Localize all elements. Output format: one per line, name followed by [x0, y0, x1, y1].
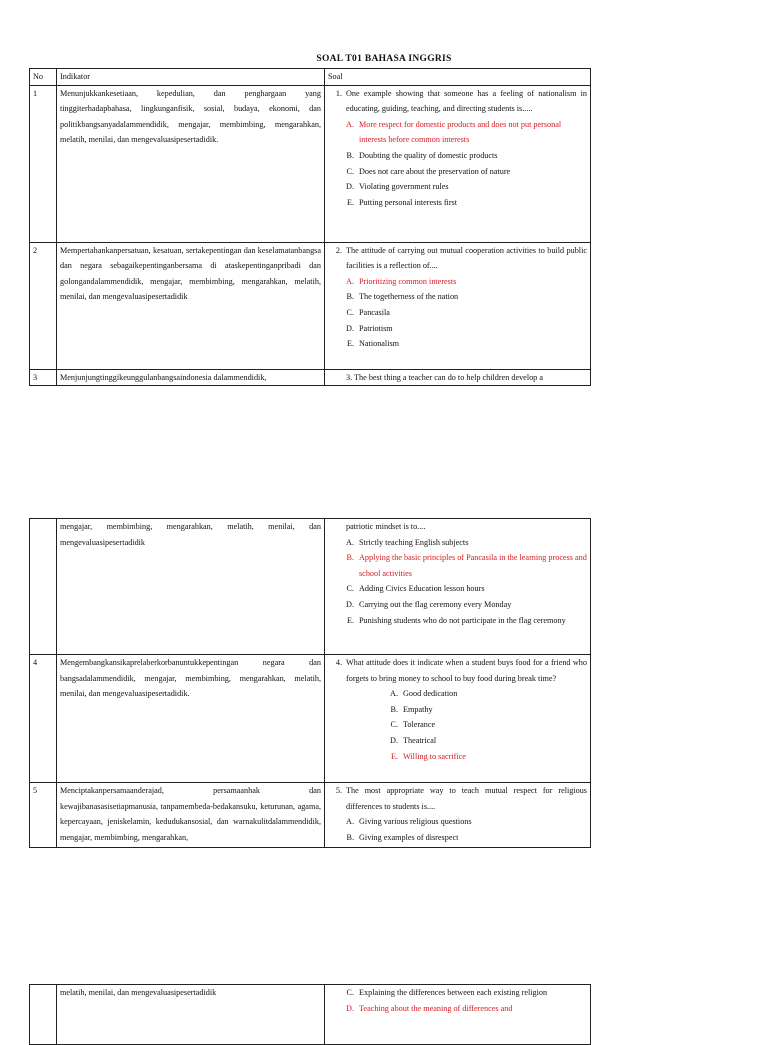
option-text: Strictly teaching English subjects [359, 537, 469, 547]
answer-options [328, 985, 587, 1016]
question-4 [328, 655, 587, 686]
indicator-text: Mengembangkansikaprelaberkorbanuntukkepentingan negara dan bangsadalammendidik, mengajar, membimbing, mengarahkan, melatih, menilai, dan mengevaluasipesertadidik. [57, 655, 325, 783]
table-header-row [30, 69, 591, 86]
option-c [328, 164, 587, 180]
option-text: More respect for domestic products and does not put personal interests before common interests [359, 119, 562, 145]
question-text: The most appropriate way to teach mutual respect for religious differences to students is.... [346, 786, 587, 811]
question-table-page-2 [29, 518, 591, 848]
document-title: SOAL T01 BAHASA INGGRIS [316, 54, 452, 64]
option-text: Patriotism [359, 323, 393, 333]
question-number: 4. [335, 658, 342, 667]
question-text [325, 369, 591, 386]
indicator-text: Mempertahankanpersatuan, kesatuan, sertakepentingan dan keselamatanbangsa dan negara sebagaikepentinganbersama di ataskepentinganpribadi dan golongandalammendidik, mengajar, membimbing, mengarahkan, melatih, menilai, dan mengevaluasipesertadidik [57, 242, 325, 369]
option-b [328, 830, 587, 846]
question-number: 5. [335, 786, 342, 795]
option-label: C. [346, 307, 354, 317]
option-e [328, 195, 587, 211]
table-row-5 [30, 783, 591, 848]
table-row-2 [30, 242, 591, 369]
option-label: B. [346, 292, 354, 302]
question-cell [325, 519, 591, 655]
option-b [372, 702, 587, 718]
option-label: A. [390, 689, 398, 699]
option-label: C. [346, 166, 354, 176]
table-row-3 [30, 369, 591, 386]
option-label: D. [346, 599, 354, 609]
row-number: 1 [30, 85, 57, 242]
option-c [328, 581, 587, 597]
row-number-empty [30, 519, 57, 655]
option-label: C. [346, 988, 354, 997]
option-label: E. [390, 751, 398, 761]
option-e [328, 336, 587, 352]
option-text: Applying the basic principles of Pancasila in the learning process and school activities [359, 553, 587, 578]
option-d [328, 321, 587, 337]
option-text: Violating government rules [359, 182, 449, 192]
question-text: One example showing that someone has a feeling of nationalism in educating, guiding, teaching, and directing students is..... [346, 88, 587, 114]
option-d-correct [328, 1001, 587, 1017]
row-number: 2 [30, 242, 57, 369]
row-number: 4 [30, 655, 57, 783]
question-cell [325, 655, 591, 783]
question-cell [325, 85, 591, 242]
option-d [328, 179, 587, 195]
indicator-text: Menunjukkankesetiaan, kepedulian, dan penghargaan yang tinggiterhadapbahasa, lingkunganfisik, sosial, budaya, ekonomi, dan politikbangsanyadalammendidik, mengajar, membimbing, mengarahkan, melatih, menilai, dan mengevaluasipesertadidik. [57, 85, 325, 242]
option-label: C. [390, 720, 398, 730]
option-text: Giving various religious questions [359, 817, 472, 827]
question-3-start: 3. The best thing a teacher can do to help children develop a [346, 372, 543, 382]
option-text: Giving examples of disrespect [359, 832, 459, 842]
option-text: Explaining the differences between each existing religion [359, 988, 548, 997]
question-2 [328, 243, 587, 274]
question-cell [325, 985, 591, 1045]
answer-options [328, 686, 587, 764]
indicator-text: Menciptakanpersamaanderajad, persamaanhak dan kewajibanasasisetiapmanusia, tanpamembeda-bedakansuku, keturunan, agama, kepercayaan, jeniskelamin, kedudukansosial, dan warnakulitdalammendidik, mengajar, membimbing, mengarahkan, [57, 783, 325, 848]
option-text: Nationalism [359, 339, 400, 349]
option-a-correct [328, 274, 587, 290]
question-number: 1. [335, 88, 342, 98]
table-row-1 [30, 85, 591, 242]
option-label: B. [346, 832, 354, 842]
option-label: D. [346, 323, 354, 333]
option-label: B. [346, 553, 354, 563]
option-label: E. [346, 339, 354, 349]
option-text: Tolerance [403, 720, 436, 730]
option-label: B. [346, 150, 354, 160]
table-row-4 [30, 655, 591, 783]
option-label: A. [346, 817, 354, 827]
indicator-text: Menjunjungtinggikeunggulanbangsaindonesia dalammendidik, [57, 369, 325, 386]
table-row-3-continued [30, 519, 591, 655]
option-c [328, 305, 587, 321]
question-number: 2. [335, 245, 342, 255]
option-a-correct [328, 117, 587, 148]
option-text: Pancasila [359, 307, 390, 317]
option-label: D. [390, 735, 398, 745]
option-c [328, 985, 587, 1001]
option-label: A. [346, 276, 354, 286]
option-text: The togetherness of the nation [359, 292, 459, 302]
option-a [372, 686, 587, 702]
option-text: Theatrical [403, 735, 437, 745]
option-text: Adding Civics Education lesson hours [359, 584, 485, 594]
option-text: Carrying out the flag ceremony every Monday [359, 599, 512, 609]
option-label: E. [346, 615, 354, 625]
question-1 [328, 86, 587, 117]
question-table-page-1 [29, 68, 591, 386]
option-a [328, 814, 587, 830]
answer-options [328, 814, 587, 845]
answer-options [328, 274, 587, 352]
option-text: Empathy [403, 704, 433, 714]
option-label: B. [390, 704, 398, 714]
header-soal: Soal [325, 69, 591, 86]
option-label: E. [346, 197, 354, 207]
option-label: A. [346, 119, 354, 129]
table-row-5-continued [30, 985, 591, 1045]
row-number-empty [30, 985, 57, 1045]
option-label: C. [346, 584, 354, 594]
header-indicator: Indikator [57, 69, 325, 86]
option-b [328, 148, 587, 164]
option-label: D. [346, 182, 354, 192]
option-a [328, 535, 587, 551]
option-e-correct [372, 749, 587, 765]
option-c [372, 717, 587, 733]
option-e [328, 613, 587, 629]
option-text: Teaching about the meaning of differences and [359, 1003, 513, 1013]
option-d [328, 597, 587, 613]
row-number: 3 [30, 369, 57, 386]
option-label: A. [346, 537, 354, 547]
option-label: D. [346, 1003, 354, 1013]
question-cell [325, 242, 591, 369]
indicator-text: mengajar, membimbing, mengarahkan, melatih, menilai, dan mengevaluasipesertadidik [57, 519, 325, 655]
question-cell [325, 783, 591, 848]
answer-options [328, 117, 587, 211]
option-text: Prioritizing common interests [359, 276, 457, 286]
option-b [328, 289, 587, 305]
option-b-correct [328, 550, 587, 581]
answer-options [328, 535, 587, 629]
question-text: What attitude does it indicate when a student buys food for a friend who forgets to bring money to school to buy food during break time? [346, 658, 587, 683]
option-text: Willing to sacrifice [403, 751, 466, 761]
option-text: Does not care about the preservation of nature [359, 166, 511, 176]
option-text: Doubting the quality of domestic products [359, 150, 498, 160]
question-5 [328, 783, 587, 814]
option-text: Good dedication [403, 689, 458, 699]
option-text: Putting personal interests first [359, 197, 458, 207]
question-text: The attitude of carrying out mutual cooperation activities to build public facilities is a reflection of.... [346, 245, 587, 271]
indicator-text: melatih, menilai, dan mengevaluasipesertadidik [57, 985, 325, 1045]
row-number: 5 [30, 783, 57, 848]
question-table-page-3 [29, 984, 591, 1045]
header-no: No [30, 69, 57, 86]
question-3-continued: patriotic mindset is to.... [346, 522, 426, 531]
option-text: Punishing students who do not participate in the flag ceremony [359, 615, 566, 625]
option-d [372, 733, 587, 749]
